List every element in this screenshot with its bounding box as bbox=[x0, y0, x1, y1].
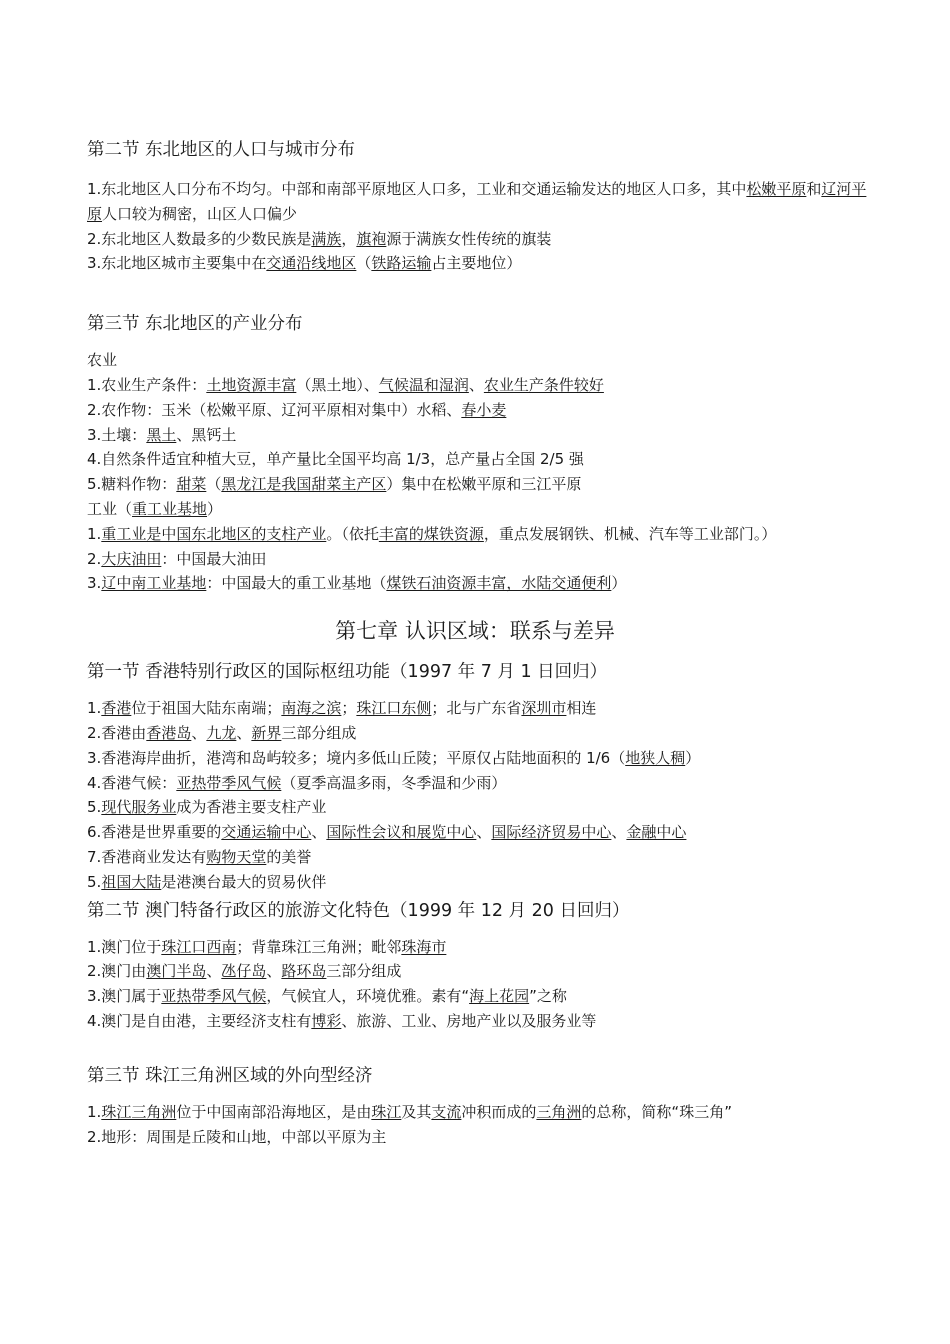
hongkong-item-7: 7.香港商业发达有购物天堂的美誉 bbox=[87, 847, 312, 866]
agriculture-heading: 农业 bbox=[87, 351, 118, 370]
hongkong-item-2: 2.香港由香港岛、九龙、新界三部分组成 bbox=[87, 723, 357, 742]
section-title-macau: 第二节 澳门特备行政区的旅游文化特色（1999 年 12 月 20 日回归） bbox=[87, 900, 630, 921]
agriculture-item-2: 2.农作物：玉米（松嫩平原、辽河平原相对集中）水稻、春小麦 bbox=[87, 400, 507, 419]
industry-item-3: 3.辽中南工业基地：中国最大的重工业基地（煤铁石油资源丰富，水陆交通便利） bbox=[87, 574, 627, 593]
industry-heading: 工业（重工业基地） bbox=[87, 499, 223, 518]
agriculture-item-4: 4.自然条件适宜种植大豆，单产量比全国平均高 1/3，总产量占全国 2/5 强 bbox=[87, 450, 584, 469]
industry-item-2: 2.大庆油田：中国最大油田 bbox=[87, 549, 267, 568]
agriculture-item-3: 3.土壤：黑土、黑钙土 bbox=[87, 425, 237, 444]
population-item-2: 2.东北地区人数最多的少数民族是满族，旗袍源于满族女性传统的旗装 bbox=[87, 229, 552, 248]
hongkong-item-1: 1.香港位于祖国大陆东南端；南海之滨；珠江口东侧；北与广东省深圳市相连 bbox=[87, 699, 597, 718]
section-title-population: 第二节 东北地区的人口与城市分布 bbox=[87, 140, 356, 160]
agriculture-item-5: 5.糖料作物：甜菜（黑龙江是我国甜菜主产区）集中在松嫩平原和三江平原 bbox=[87, 475, 582, 494]
population-item-3: 3.东北地区城市主要集中在交通沿线地区（铁路运输占主要地位） bbox=[87, 254, 522, 273]
section-title-pearl-river-delta: 第三节 珠江三角洲区域的外向型经济 bbox=[87, 1065, 373, 1086]
chapter-title: 第七章 认识区域：联系与差异 bbox=[335, 619, 615, 644]
macau-item-1: 1.澳门位于珠江口西南；背靠珠江三角洲；毗邻珠海市 bbox=[87, 937, 447, 956]
section-title-hongkong: 第一节 香港特别行政区的国际枢纽功能（1997 年 7 月 1 日回归） bbox=[87, 662, 608, 683]
pearl-river-delta-item-2: 2.地形：周围是丘陵和山地，中部以平原为主 bbox=[87, 1127, 387, 1146]
population-item-1: 1.东北地区人口分布不均匀。中部和南部平原地区人口多，工业和交通运输发达的地区人口多，其中松嫩平原和辽河平原人口较为稠密，山区人口偏少 bbox=[87, 180, 867, 223]
document-body bbox=[87, 138, 877, 1149]
hongkong-item-8: 5.祖国大陆是港澳台最大的贸易伙伴 bbox=[87, 872, 327, 891]
hongkong-item-3: 3.香港海岸曲折，港湾和岛屿较多；境内多低山丘陵；平原仅占陆地面积的 1/6（地狭人稠） bbox=[87, 748, 701, 767]
agriculture-item-1: 1.农业生产条件：土地资源丰富（黑土地）、气候温和湿润、农业生产条件较好 bbox=[87, 375, 604, 394]
section-title-industry: 第三节 东北地区的产业分布 bbox=[87, 314, 303, 335]
industry-item-1: 1.重工业是中国东北地区的支柱产业。（依托丰富的煤铁资源，重点发展钢铁、机械、汽车等工业部门。） bbox=[87, 524, 777, 543]
hongkong-item-6: 6.香港是世界重要的交通运输中心、国际性会议和展览中心、国际经济贸易中心、金融中心 bbox=[87, 823, 687, 842]
macau-item-3: 3.澳门属于亚热带季风气候，气候宜人，环境优雅。素有“海上花园”之称 bbox=[87, 987, 567, 1006]
hongkong-item-5: 5.现代服务业成为香港主要支柱产业 bbox=[87, 798, 327, 817]
pearl-river-delta-item-1: 1.珠江三角洲位于中国南部沿海地区，是由珠江及其支流冲积而成的三角洲的总称，简称“珠三角” bbox=[87, 1102, 732, 1121]
hongkong-item-4: 4.香港气候：亚热带季风气候（夏季高温多雨，冬季温和少雨） bbox=[87, 773, 507, 792]
macau-item-4: 4.澳门是自由港，主要经济支柱有博彩、旅游、工业、房地产业以及服务业等 bbox=[87, 1011, 597, 1030]
macau-item-2: 2.澳门由澳门半岛、氹仔岛、路环岛三部分组成 bbox=[87, 962, 402, 981]
